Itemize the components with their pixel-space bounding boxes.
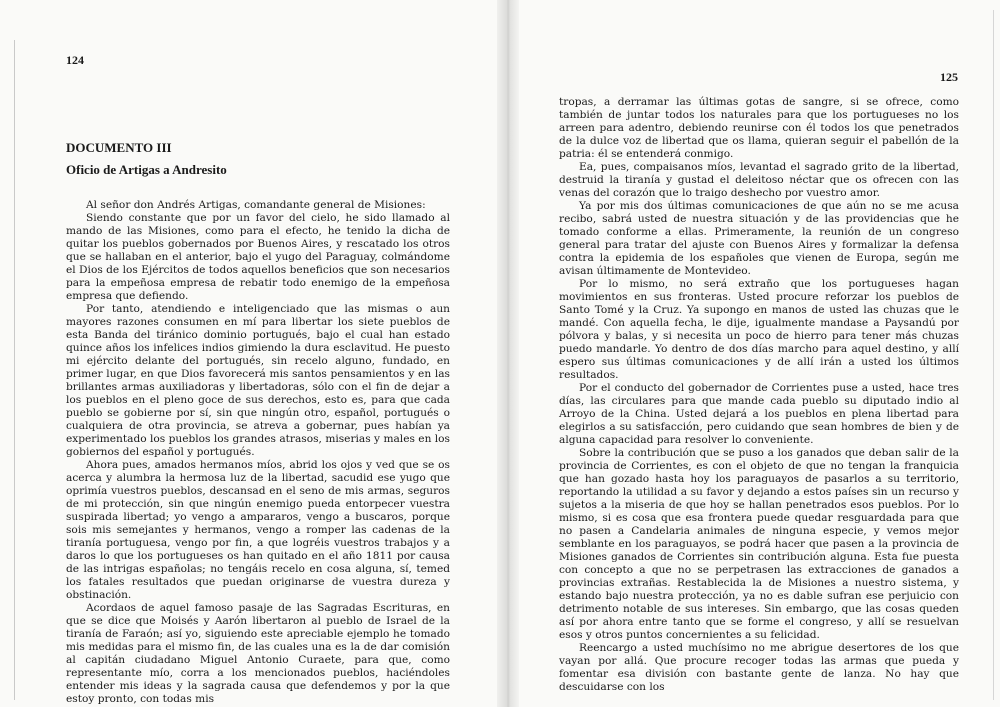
right-page: [519, 0, 1000, 707]
paragraph: Ea, pues, compaisanos míos, levantad el sagrado grito de la libertad, destruid la tiranía y gustad el deleitoso néctar que os ofrecen con las venas del corazón que lo traigo deshecho por vuestro amor.: [559, 161, 959, 199]
document-heading: DOCUMENTO III: [66, 140, 172, 155]
paragraph: Por tanto, atendiendo e inteligenciado que las mismas o aun mayores razones consumen en mí para libertar los siete pueblos de esta Banda del tiránico dominio portugués, bajo el cual han estado quince años los infelices indios gimiendo la dura esclavitud. He puesto mi ejército delante del portugués, sin recelo alguno, fundado, en primer lugar, en que Dios favorecerá mis santos pensamientos y en las brillantes armas auxiliadoras y libertadoras, sólo con el fin de dejar a los pueblos en el pleno goce de sus derechos, esto es, para que cada pueblo se gobierne por sí, sin que ningún otro, español, portugués o cualquiera de otra provincia, se atreva a gobernar, pues habían ya experimentado los pueblos los grandes atrasos, miserias y males en los gobiernos del español y portugués.: [66, 303, 450, 458]
paragraph: tropas, a derramar las últimas gotas de sangre, si se ofrece, como también de juntar todos los naturales para que los portugueses no los arreen para adentro, debiendo reunirse con él todos los que penetrados de la dulce voz de libertad que os llama, quieran seguir el pabellón de la patria: él se entenderá conmigo.: [559, 96, 959, 160]
paragraph: Siendo constante que por un favor del cielo, he sido llamado al mando de las Misiones, como para el efecto, he tenido la dicha de quitar los pueblos gobernados por Buenos Aires, y rescatado los otros que se hallaban en el anterior, bajo el yugo del Paraguay, colmándome el Dios de los Ejércitos de todos aquellos beneficios que son necesarios para la empeñosa empresa de rebatir todo enemigo de la empeñosa empresa que defiendo.: [66, 212, 450, 302]
page-edge-line: [14, 40, 15, 700]
paragraph: Ya por mis dos últimas comunicaciones de que aún no se me acusa recibo, sabrá usted de nuestra situación y de las providencias que he tomado conforme a ellas. Primeramente, la reunión de un congreso general para tratar del ajuste con Buenos Aires y formalizar la defensa contra la epidemia de los españoles que vienen de Europa, según me avisan últimamente de Montevideo.: [559, 200, 959, 277]
paragraph: Sobre la contribución que se puso a los ganados que deban salir de la provincia de Corrientes, es con el objeto de que no tengan la franquicia que han gozado hasta hoy los paraguayos de pasarlos a su territorio, reportando la utilidad a su favor y dejando a estos países sin un recurso y sujetos a la miseria de que hoy se hallan penetrados esos pueblos. Por lo mismo, si es cosa que esa frontera puede quedar resguardada para que no pasen a Candelaria animales de ninguna especie, y vemos mejor semblante en los paraguayos, se podrá hacer que pasen a la provincia de Misiones ganados de Corrientes sin contribución alguna. Esta fue puesta con concepto a que no se perpetrasen las extracciones de ganados a provincias extrañas. Restablecida la de Misiones a nuestro sistema, y estando bajo nuestra protección, ya no es dable sufran ese perjuicio con detrimento notable de sus intereses. Sin embargo, que las cosas queden así por ahora entre tanto que se forme el congreso, y allí se resuelvan esos y otros puntos concernientes a su felicidad.: [559, 447, 959, 641]
paragraph: Reencargo a usted muchísimo no me abrigue desertores de los que vayan por allá. Que procure recoger todas las armas que pueda y fomentar esa división con bastante gente de lanza. No hay que descuidarse con los: [559, 642, 959, 693]
page-edge-line: [993, 10, 994, 700]
paragraph: Por el conducto del gobernador de Corrientes puse a usted, hace tres días, las circulares para que mande cada pueblo su diputado indio al Arroyo de la China. Usted dejará a los pueblos en plena libertad para elegirlos a su satisfacción, pero cuidando que sean hombres de bien y de alguna capacidad para resolver lo conveniente.: [559, 382, 959, 446]
paragraph: Al señor don Andrés Artigas, comandante general de Misiones:: [86, 199, 426, 211]
right-page-body: [559, 96, 959, 694]
book-gutter: [497, 0, 519, 707]
paragraph: Acordaos de aquel famoso pasaje de las Sagradas Escrituras, en que se dice que Moisés y Aarón libertaron al pueblo de Israel de la tiranía de Faraón; así yo, siguiendo este apreciable ejemplo he tomado mis medidas para el mismo fin, de las cuales una es la de dar comisión al capitán ciudadano Miguel Antonio Curaete, para que, como representante mío, corra a los mencionados pueblos, haciéndoles entender mis ideas y la sagrada causa que defendemos y por la que estoy pronto, con todas mis: [66, 602, 450, 705]
document-subtitle: Oficio de Artigas a Andresito: [66, 162, 227, 177]
paragraph: Ahora pues, amados hermanos míos, abrid los ojos y ved que se os acerca y alumbra la hermosa luz de la libertad, sacudid ese yugo que oprimía vuestros pueblos, descansad en el seno de mis armas, seguros de mi protección, sin que ningún enemigo pueda entorpecer vuestra suspirada libertad; yo vengo a ampararos, vengo a buscaros, porque sois mis semejantes y hermanos, vengo a romper las cadenas de la tiranía portuguesa, vengo por fin, a que logréis vuestros trabajos y a daros lo que los portugueses os han quitado en el año 1811 por causa de las intrigas españolas; no tengáis recelo en cosa alguna, sí, temed los fatales resultados que puedan originarse de vuestra dureza y obstinación.: [66, 459, 450, 601]
left-page: [0, 0, 497, 707]
paragraph: Por lo mismo, no será extraño que los portugueses hagan movimientos en sus fronteras. Usted procure reforzar los pueblos de Santo Tomé y la Cruz. Ya supongo en manos de usted las chuzas que le mandé. Con aquella fecha, le dije, igualmente mandase a Paysandú por pólvora y balas, y si necesita un poco de hierro para tener más chuzas puedo mandarle. Yo dentro de dos días marcho para aquel destino, y allí espero sus últimas comunicaciones y de allí irán a usted los últimos resultados.: [559, 278, 959, 381]
page-number: 124: [66, 53, 84, 67]
page-number: 125: [940, 70, 958, 84]
left-page-body: [66, 199, 450, 706]
